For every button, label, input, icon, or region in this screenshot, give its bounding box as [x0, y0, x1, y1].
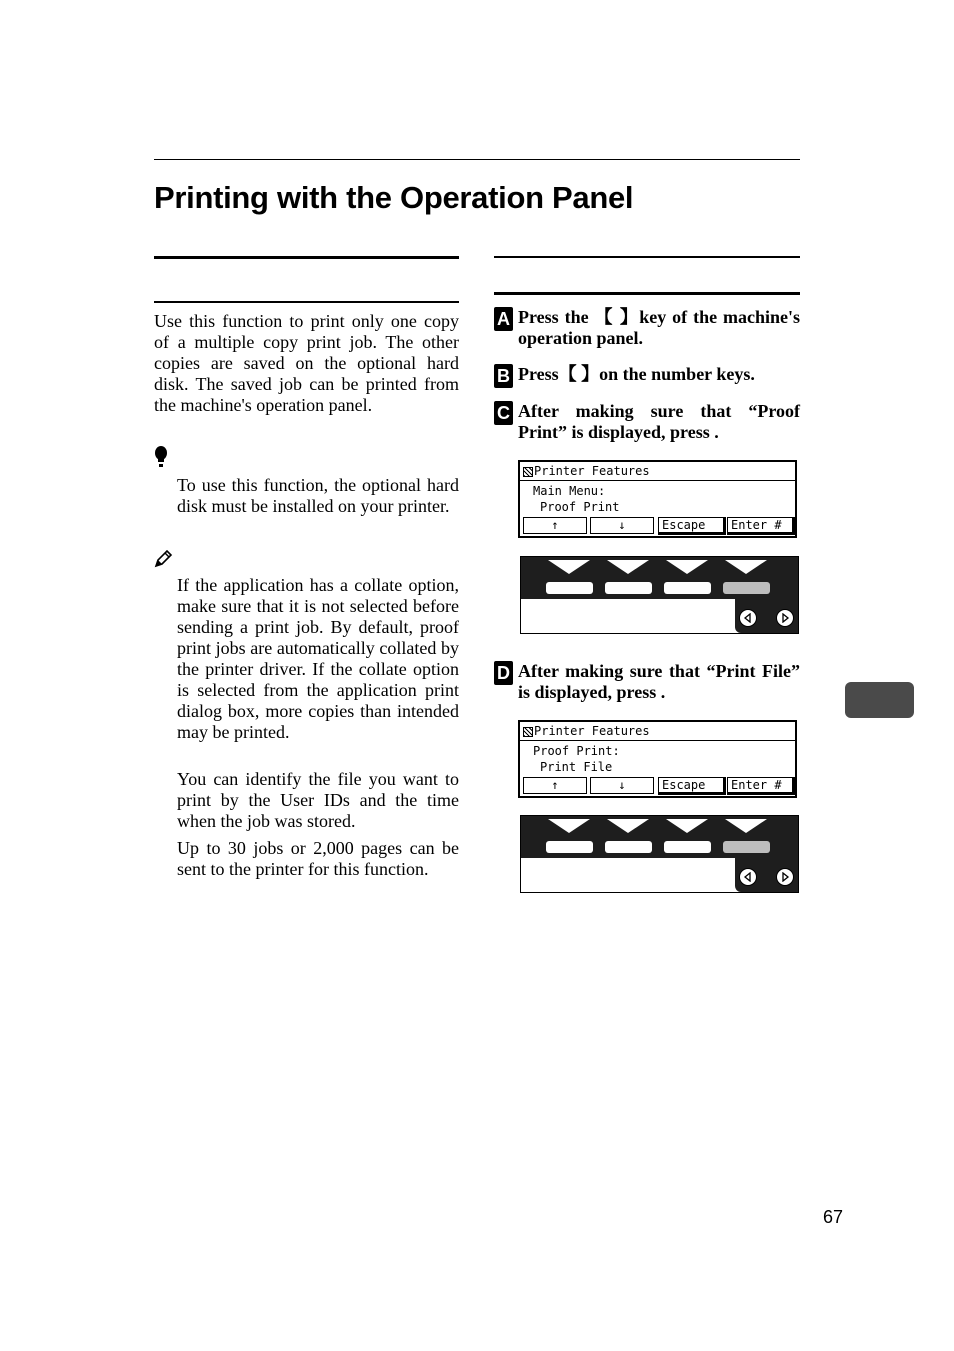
note-paragraph-2: You can identify the file you want to print by the User IDs and the time when the job was stored. [177, 769, 459, 831]
step-text: After making sure that “Proof Print” is displayed, press . [518, 401, 800, 442]
left-section-rule [154, 256, 459, 259]
selection-key-2[interactable] [605, 841, 652, 853]
panel-key-row [521, 557, 798, 599]
selection-key-2[interactable] [605, 582, 652, 594]
lcd-line-2: Print File [540, 760, 613, 774]
lcd-title-bar [520, 722, 795, 741]
chevron-down-icon [607, 560, 649, 574]
chevron-down-icon [548, 819, 590, 833]
page-number: 67 [823, 1207, 844, 1227]
operation-panel-2 [520, 815, 799, 893]
right-arrow-button[interactable] [776, 609, 794, 627]
lcd-line-1: Main Menu: [533, 484, 606, 498]
lcd-title-bar [520, 462, 795, 481]
chevron-down-icon [548, 560, 590, 574]
chevron-down-icon [725, 819, 767, 833]
left-subsection-rule [154, 301, 459, 303]
lcd-title: Printer Features [534, 724, 650, 738]
left-arrow-button[interactable] [739, 868, 757, 886]
important-text: To use this function, the optional hard disk must be installed on your printer. [177, 475, 459, 516]
step-text: Press the 【 】key of the machine's operation panel. [518, 307, 800, 348]
operation-panel-1 [520, 556, 799, 634]
note-paragraph-3: Up to 30 jobs or 2,000 pages can be sent to the printer for this function. [177, 838, 459, 879]
chapter-tab [845, 682, 914, 718]
right-arrow-button[interactable] [776, 868, 794, 886]
up-arrow-key[interactable]: ↑ [523, 517, 587, 534]
note-paragraph-1: If the application has a collate option, make sure that it is not selected before sending a print job. By default, proof print jobs are automatically collated by the printer driver. If the collate option is selected from the application print dialog box, more copies than intended may be printed. [177, 575, 459, 742]
header-rule [154, 159, 800, 160]
lcd-display-1 [518, 460, 797, 538]
down-arrow-key[interactable]: ↓ [590, 777, 654, 794]
step-number: A [494, 307, 513, 331]
selection-key-3[interactable] [664, 841, 711, 853]
printer-icon [523, 727, 533, 737]
printer-icon [523, 467, 533, 477]
enter-key[interactable]: Enter # [727, 517, 795, 535]
right-section-rule [494, 256, 800, 258]
important-icon [153, 446, 169, 468]
lcd-softkeys [522, 517, 793, 534]
step-number: C [494, 401, 513, 425]
enter-key[interactable]: Enter # [727, 777, 795, 795]
lcd-softkeys [522, 777, 793, 794]
lcd-display-2 [518, 720, 797, 798]
step-number: D [494, 661, 513, 685]
lcd-title: Printer Features [534, 464, 650, 478]
chevron-down-icon [666, 560, 708, 574]
down-arrow-key[interactable]: ↓ [590, 517, 654, 534]
scroll-key-area [735, 858, 798, 892]
selection-key-4[interactable] [723, 841, 770, 853]
note-icon [153, 549, 173, 569]
selection-key-4[interactable] [723, 582, 770, 594]
scroll-key-area [735, 599, 798, 633]
selection-key-3[interactable] [664, 582, 711, 594]
chevron-down-icon [607, 819, 649, 833]
lcd-line-2: Proof Print [540, 500, 620, 514]
step-text: Press【 】on the number keys. [518, 364, 755, 384]
selection-key-1[interactable] [546, 582, 593, 594]
lcd-line-1: Proof Print: [533, 744, 620, 758]
page-title: Printing with the Operation Panel [154, 180, 634, 215]
selection-key-1[interactable] [546, 841, 593, 853]
step-text: After making sure that “Print File” is displayed, press . [518, 661, 800, 702]
escape-key[interactable]: Escape [658, 777, 726, 795]
chevron-down-icon [666, 819, 708, 833]
right-subsection-rule [494, 292, 800, 295]
chevron-down-icon [725, 560, 767, 574]
escape-key[interactable]: Escape [658, 517, 726, 535]
panel-key-row [521, 816, 798, 858]
left-arrow-button[interactable] [739, 609, 757, 627]
step-number: B [494, 364, 513, 388]
up-arrow-key[interactable]: ↑ [523, 777, 587, 794]
intro-paragraph: Use this function to print only one copy of a multiple copy print job. The other copies are saved on the optional hard disk. The saved job can be printed from the machine's operation panel. [154, 311, 459, 415]
